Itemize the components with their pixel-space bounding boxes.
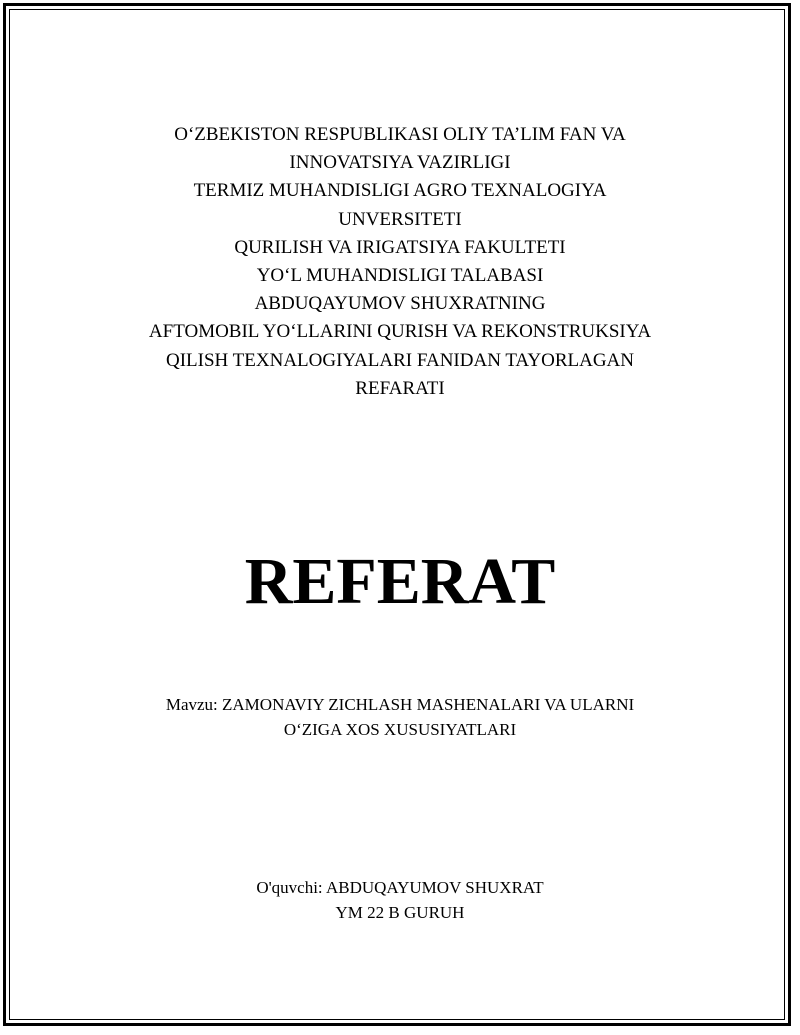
document-title: REFERAT	[244, 545, 556, 618]
student-group-line: YM 22 B GURUH	[335, 903, 465, 922]
header-line-ministry-1: O‘ZBEKISTON RESPUBLIKASI OLIY TA’LIM FAN VA	[174, 124, 626, 145]
header-line-student-role: YO‘L MUHANDISLIGI TALABASI	[256, 265, 544, 287]
institution-header	[60, 121, 740, 403]
header-line-subject-3: REFARATI	[355, 377, 445, 399]
header-line-student-name: ABDUQAYUMOV SHUXRATNING	[254, 293, 546, 315]
topic-line-2: O‘ZIGA XOS XUSUSIYATLARI	[283, 720, 517, 739]
student-name-line: O'quvchi: ABDUQAYUMOV SHUXRAT	[256, 878, 544, 897]
topic-section	[60, 692, 740, 742]
topic-line-1: Mavzu: ZAMONAVIY ZICHLASH MASHENALARI VA ULARNI	[165, 695, 635, 714]
header-line-subject-2: QILISH TEXNALOGIYALARI FANIDAN TAYORLAGAN	[165, 349, 634, 371]
header-line-ministry-2: INNOVATSIYA VAZIRLIGI	[289, 152, 511, 174]
header-line-university-1: TERMIZ MUHANDISLIGI AGRO TEXNALOGIYA	[193, 180, 607, 202]
header-line-subject-1: AFTOMOBIL YO‘LLARINI QURISH VA REKONSTRUKSIYA	[148, 321, 652, 343]
header-line-university-2: UNVERSITETI	[338, 208, 462, 230]
student-section	[60, 875, 740, 925]
header-line-faculty: QURILISH VA IRIGATSIYA FAKULTETI	[234, 236, 566, 258]
